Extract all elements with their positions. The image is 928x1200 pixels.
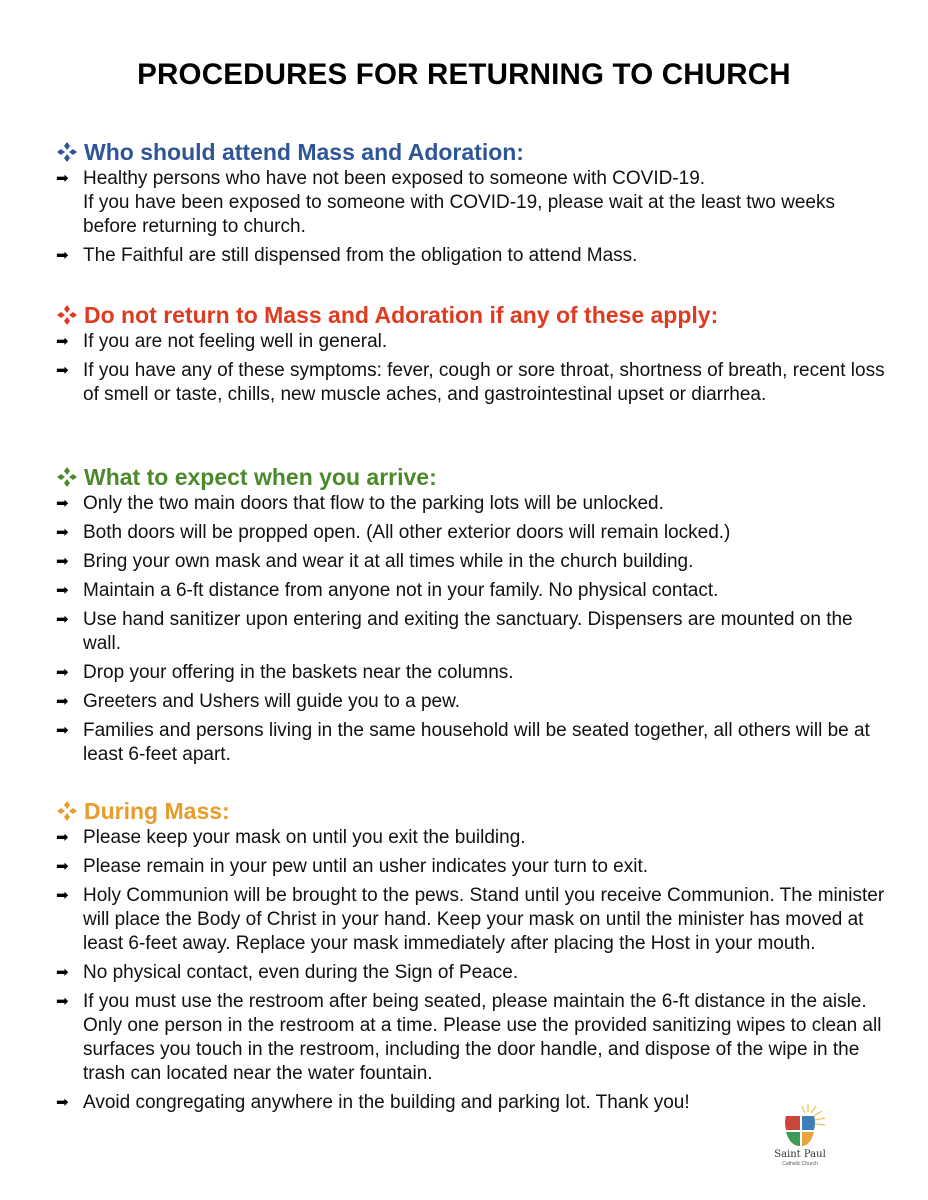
list-item-text: No physical contact, even during the Sign of Peace. <box>83 962 519 983</box>
section-heading-text: Do not return to Mass and Adoration if any of these apply: <box>84 302 719 328</box>
section-heading <box>56 300 886 330</box>
diamond-fleuron-icon <box>56 304 78 326</box>
list-item-text: Holy Communion will be brought to the pews. Stand until you receive Communion. The minister will place the Body of Christ in your hand. Keep your mask on until the minister has moved at least 6-feet away. Replace your mask immediately after placing the Host in your mouth. <box>83 885 885 954</box>
section-who-should-attend <box>56 137 886 273</box>
section-heading <box>56 796 886 826</box>
list-item <box>56 690 886 714</box>
list-item <box>56 719 886 767</box>
arrow-right-icon: ➡ <box>56 553 69 570</box>
section-what-to-expect <box>56 462 886 772</box>
diamond-fleuron-icon <box>56 141 78 163</box>
list-item <box>56 550 886 574</box>
list-item-text: If you must use the restroom after being seated, please maintain the 6-ft distance in the aisle. Only one person in the restroom at a time. Please use the provided sanitizing wipes to clean all surfaces you touch in the restroom, including the door handle, and dispose of the wipe in the trash can located near the water fountain. <box>83 991 882 1084</box>
arrow-right-icon: ➡ <box>56 247 69 264</box>
section-heading-text: Who should attend Mass and Adoration: <box>84 139 524 165</box>
logo-name: Saint Paul <box>774 1149 826 1160</box>
list-item <box>56 330 886 354</box>
arrow-right-icon: ➡ <box>56 170 69 187</box>
list-item-text: Bring your own mask and wear it at all times while in the church building. <box>83 551 694 572</box>
arrow-right-icon: ➡ <box>56 362 69 379</box>
list-item <box>56 990 886 1086</box>
list-item <box>56 855 886 879</box>
arrow-right-icon: ➡ <box>56 829 69 846</box>
section-during-mass <box>56 796 886 1120</box>
list-item-text: Maintain a 6-ft distance from anyone not in your family. No physical contact. <box>83 580 719 601</box>
arrow-right-icon: ➡ <box>56 693 69 710</box>
arrow-right-icon: ➡ <box>56 664 69 681</box>
list-item-text: Use hand sanitizer upon entering and exiting the sanctuary. Dispensers are mounted on the wall. <box>83 609 853 654</box>
list-item-text: Healthy persons who have not been exposed to someone with COVID-19. If you have been exposed to someone with COVID-19, please wait at the least two weeks before returning to church. <box>83 168 835 237</box>
arrow-right-icon: ➡ <box>56 495 69 512</box>
list-item <box>56 1091 886 1115</box>
diamond-fleuron-icon <box>56 466 78 488</box>
arrow-right-icon: ➡ <box>56 611 69 628</box>
list-item-text: Only the two main doors that flow to the parking lots will be unlocked. <box>83 493 664 514</box>
list-item-text: The Faithful are still dispensed from the obligation to attend Mass. <box>83 245 638 266</box>
arrow-right-icon: ➡ <box>56 1094 69 1111</box>
arrow-right-icon: ➡ <box>56 333 69 350</box>
section-heading-text: What to expect when you arrive: <box>84 464 437 490</box>
arrow-right-icon: ➡ <box>56 887 69 904</box>
arrow-right-icon: ➡ <box>56 964 69 981</box>
list-item <box>56 579 886 603</box>
list-item-text: Greeters and Ushers will guide you to a pew. <box>83 691 461 712</box>
list-item-text: If you are not feeling well in general. <box>83 331 388 352</box>
section-heading-text: During Mass: <box>84 798 230 824</box>
arrow-right-icon: ➡ <box>56 582 69 599</box>
list-item-text: If you have any of these symptoms: fever, cough or sore throat, shortness of breath, recent loss of smell or taste, chills, new muscle aches, and gastrointestinal upset or diarrhea. <box>83 360 885 405</box>
list-item <box>56 661 886 685</box>
arrow-right-icon: ➡ <box>56 524 69 541</box>
list-item-text: Please keep your mask on until you exit the building. <box>83 827 526 848</box>
section-heading <box>56 462 886 492</box>
list-item-text: Please remain in your pew until an usher indicates your turn to exit. <box>83 856 649 877</box>
list-item <box>56 492 886 516</box>
list-item <box>56 521 886 545</box>
arrow-right-icon: ➡ <box>56 993 69 1010</box>
list-item-text: Drop your offering in the baskets near the columns. <box>83 662 514 683</box>
list-item-text: Families and persons living in the same household will be seated together, all others will be at least 6-feet apart. <box>83 720 870 765</box>
section-heading <box>56 137 886 167</box>
list-item <box>56 884 886 956</box>
list-item <box>56 167 886 239</box>
logo-subtitle: Catholic Church <box>782 1161 818 1167</box>
list-item <box>56 826 886 850</box>
list-item-text: Avoid congregating anywhere in the building and parking lot. Thank you! <box>83 1092 690 1113</box>
diamond-fleuron-icon <box>56 800 78 822</box>
list-item <box>56 244 886 268</box>
page-title: PROCEDURES FOR RETURNING TO CHURCH <box>137 58 791 91</box>
arrow-right-icon: ➡ <box>56 722 69 739</box>
list-item-text: Both doors will be propped open. (All other exterior doors will remain locked.) <box>83 522 731 543</box>
section-do-not-return <box>56 300 886 412</box>
list-item <box>56 608 886 656</box>
list-item <box>56 961 886 985</box>
arrow-right-icon: ➡ <box>56 858 69 875</box>
list-item <box>56 359 886 407</box>
